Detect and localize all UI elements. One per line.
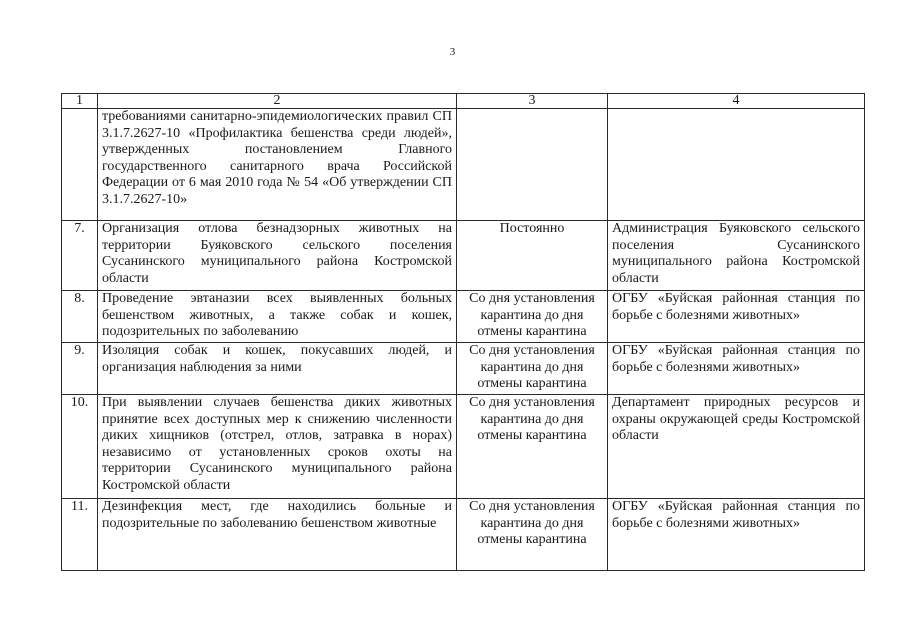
- action-cell: Изоляция собак и кошек, покусавших людей, и организация наблюдения за ними: [98, 343, 457, 395]
- term-cell: Со дня установления карантина до дня отмены карантина: [457, 499, 608, 571]
- responsible-cell: ОГБУ «Буйская районная станция по борьбе с болезнями животных»: [608, 499, 865, 571]
- header-cell: 4: [608, 94, 865, 109]
- row-number: 7.: [62, 221, 98, 291]
- term-cell: Постоянно: [457, 221, 608, 291]
- term-cell: Со дня установления карантина до дня отмены карантина: [457, 343, 608, 395]
- action-cell: требованиями санитарно-эпидемиологических правил СП 3.1.7.2627-10 «Профилактика бешенства среди людей», утвержденных постановлением Главного государственного санитарного врача Российской Федерации от 6 мая 2010 года № 54 «Об утверждении СП 3.1.7.2627-10»: [98, 109, 457, 221]
- table-row: [62, 221, 865, 291]
- term-cell: Со дня установления карантина до дня отмены карантина: [457, 395, 608, 499]
- header-cell: 1: [62, 94, 98, 109]
- action-cell: Дезинфекция мест, где находились больные и подозрительные по заболеванию бешенством животные: [98, 499, 457, 571]
- responsible-cell: [608, 109, 865, 221]
- table-row: [62, 343, 865, 395]
- responsible-cell: Администрация Буяковского сельского поселения Сусанинского муниципального района Костромской области: [608, 221, 865, 291]
- responsible-cell: Департамент природных ресурсов и охраны окружающей среды Костромской области: [608, 395, 865, 499]
- row-number: [62, 109, 98, 221]
- table-row: [62, 395, 865, 499]
- action-cell: При выявлении случаев бешенства диких животных принятие всех доступных мер к снижению численности диких хищников (отстрел, отлов, затравка в норах) независимо от установленных сроков охоты на территории Сусанинского муниципального района Костромской области: [98, 395, 457, 499]
- action-cell: Проведение эвтаназии всех выявленных больных бешенством животных, а также собак и кошек, подозрительных по заболеванию: [98, 291, 457, 343]
- header-cell: 2: [98, 94, 457, 109]
- table-row: [62, 109, 865, 221]
- row-number: 9.: [62, 343, 98, 395]
- responsible-cell: ОГБУ «Буйская районная станция по борьбе с болезнями животных»: [608, 291, 865, 343]
- table-row: [62, 499, 865, 571]
- header-cell: 3: [457, 94, 608, 109]
- term-cell: Со дня установления карантина до дня отмены карантина: [457, 291, 608, 343]
- table-header-row: [62, 94, 865, 109]
- measures-table: [61, 93, 865, 571]
- row-number: 8.: [62, 291, 98, 343]
- row-number: 10.: [62, 395, 98, 499]
- action-cell: Организация отлова безнадзорных животных на территории Буяковского сельского поселения Сусанинского муниципального района Костромской области: [98, 221, 457, 291]
- page-number: 3: [449, 46, 456, 58]
- table-row: [62, 291, 865, 343]
- row-number: 11.: [62, 499, 98, 571]
- term-cell: [457, 109, 608, 221]
- responsible-cell: ОГБУ «Буйская районная станция по борьбе с болезнями животных»: [608, 343, 865, 395]
